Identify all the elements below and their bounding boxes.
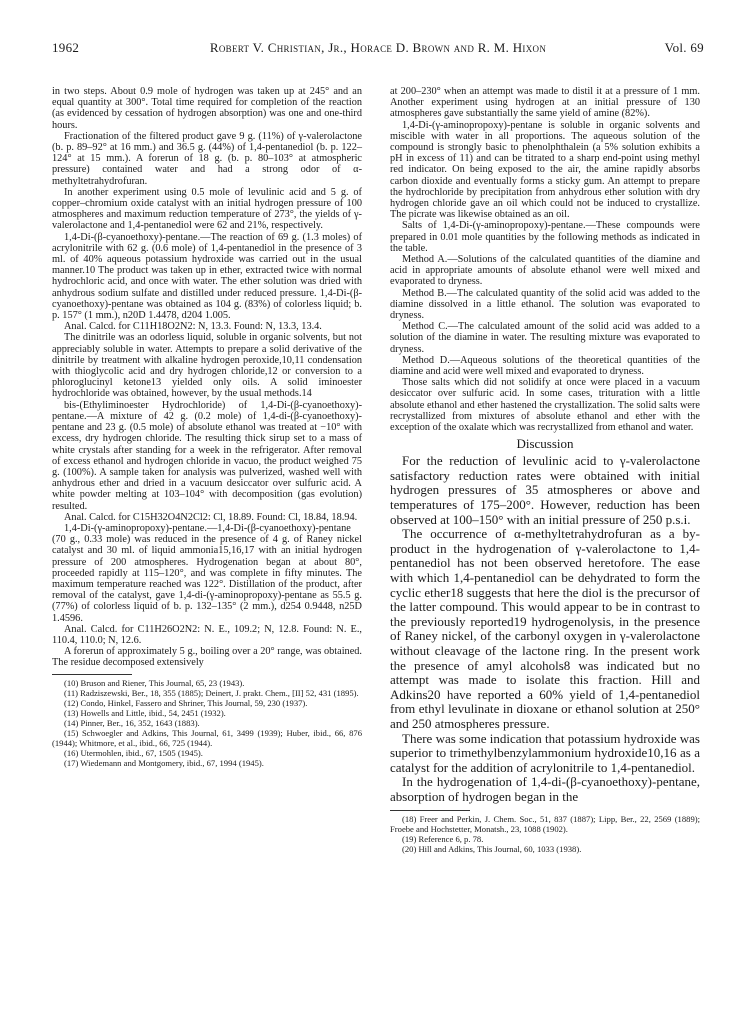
footnote: (15) Schwoegler and Adkins, This Journal, 61, 3499 (1939); Huber, ibid., 66, 876 (1944); Whitmore, et al., ibid., 66, 725 (1944).	[52, 727, 362, 748]
discussion-paragraph: For the reduction of levulinic acid to γ-valerolactone satisfactory reduction rates were obtained with initial hydrogen pressures of 35 atmospheres or above and temperatures of 175–200°. However, reduction has been observed at 100–150° with an initial pressure of 250 p.s.i.	[390, 453, 700, 527]
paragraph: The dinitrile was an odorless liquid, soluble in organic solvents, but not appreciably soluble in water. Attempts to prepare a solid derivative of the dinitrile by treatment with alkaline hydrogen peroxide,10,11 condensation with thioglycolic acid and dry hydrogen chloride,12 or conversion to a phloroglucinyl ketone13 yielded only oils. A solid iminoester hydrochloride was obtained, however, by the usual methods.14	[52, 332, 362, 400]
paragraph: Anal. Calcd. for C15H32O4N2Cl2: Cl, 18.89. Found: Cl, 18.84, 18.94.	[64, 511, 358, 523]
paragraph: 1,4-Di-(γ-aminopropoxy)-pentane is soluble in organic solvents and miscible with water in all proportions. The aqueous solution of the compound is strongly basic to phenolphthalein (a 5% solution exhibits a pH in excess of 11) and can be titrated to a sharp end-point using methyl red indicator. On being exposed to the air, the amine rapidly absorbs carbon dioxide and eventually forms a sticky gum. An attempt to prepare the hydrochloride by precipitation from anhydrous ether solution with dry hydrogen chloride gave an oil which could not be induced to crystallize. The picrate was likewise obtained as an oil.	[390, 119, 700, 221]
footnote: (17) Wiedemann and Montgomery, ibid., 67, 1994 (1945).	[64, 757, 264, 768]
section-heading: Discussion	[516, 436, 574, 452]
paragraph: Salts of 1,4-Di-(γ-aminopropoxy)-pentane.—These compounds were prepared in 0.01 mole quantities by the following methods as indicated in the table.	[390, 220, 700, 254]
paragraph: bis-(Ethyliminoester Hydrochloride) of 1,4-Di-(β-cyanoethoxy)-pentane.—A mixture of 42 g. (0.2 mole) of 1,4-di-(β-cyanoethoxy)-pentane and 23 g. (0.5 mole) of absolute ethanol was treated at −10° with excess, dry hydrogen chloride. The resulting thick sirup set to a mass of white crystals after standing for a week in the refrigerator. After removal of excess ethanol and hydrogen chloride in vacuo, the product weighed 75 g. (100%). A sample taken for analysis was pulverized, washed well with anhydrous ether and dried in a vacuum desiccator over sulfuric acid. A white powder melting at 103–104° with decomposition (gas evolution) resulted.	[52, 399, 362, 512]
paragraph: 1,4-Di-(β-cyanoethoxy)-pentane.—The reaction of 69 g. (1.3 moles) of acrylonitrile with 62 g. (0.6 mole) of 1,4-pentanediol in the presence of 3 ml. of 40% aqueous potassium hydroxide was carried out in the usual manner.10 The product was taken up in ether, extracted twice with normal hydrochloric acid, and once with water. The ether solution was dried with anhydrous sodium sulfate and distilled under reduced pressure. 1,4-Di-(β-cyanoethoxy)-pentane was obtained as 104 g. (83%) of colorless liquid; b. p. 157° (1 mm.), n20D 1.4478, d204 1.005.	[52, 231, 362, 322]
footnote-divider	[390, 810, 470, 811]
discussion-paragraph: There was some indication that potassium hydroxide was superior to trimethylbenzylammonium hydroxide10,16 as a catalyst for the addition of acrylonitrile to 1,4-pentanediol.	[390, 730, 700, 775]
page-header	[52, 40, 704, 60]
paragraph: Anal. Calcd. for C11H26O2N2: N. E., 109.2; N, 12.8. Found: N. E., 110.4, 110.0; N, 12.6.	[52, 623, 362, 646]
discussion-paragraph: In the hydrogenation of 1,4-di-(β-cyanoethoxy)-pentane, absorption of hydrogen began in the	[390, 774, 700, 804]
volume-label: Vol. 69	[664, 40, 704, 55]
paragraph: at 200–230° when an attempt was made to distil it at a pressure of 1 mm. Another experiment using hydrogen at an initial pressure of 130 atmospheres gave substantially the same yield of amine (82%).	[390, 86, 700, 120]
paragraph: Fractionation of the filtered product gave 9 g. (11%) of γ-valerolactone (b. p. 89–92° at 16 mm.) and 36.5 g. (44%) of 1,4-pentanediol (b. p. 122–124° at 15 mm.). A forerun of 18 g. (b. p. 80–103° at atmospheric pressure) contained water and had a strong odor of α-methyltetrahydrofuran.	[52, 130, 362, 187]
paragraph: Anal. Calcd. for C11H18O2N2: N, 13.3. Found: N, 13.3, 13.4.	[64, 321, 322, 333]
paragraph: A forerun of approximately 5 g., boiling over a 20° range, was obtained. The residue decomposed extensively	[52, 646, 362, 669]
footnote: (16) Utermohlen, ibid., 67, 1505 (1945).	[64, 747, 203, 758]
footnote: (18) Freer and Perkin, J. Chem. Soc., 51, 837 (1887); Lipp, Ber., 22, 2569 (1889); Froebe and Hochstetter, Monatsh., 23, 1088 (1902).	[390, 813, 700, 834]
right-column	[390, 86, 700, 854]
paragraph: Those salts which did not solidify at once were placed in a vacuum desiccator over sulfuric acid. In some cases, trituration with a little absolute ethanol and ether hastened the crystallization. The solid salts were recrystallized from mixtures of absolute ethanol and ether with the exception of the oxalate which was recrystallized from ethanol and water.	[390, 377, 700, 434]
left-column	[52, 86, 362, 768]
footnote-divider	[52, 674, 132, 675]
paragraph: Method D.—Aqueous solutions of the theoretical quantities of the diamine and acid were well mixed and evaporated to dryness.	[390, 354, 700, 378]
footnote: (13) Howells and Little, ibid., 54, 2451 (1932).	[64, 707, 226, 718]
footnote: (20) Hill and Adkins, This Journal, 60, 1033 (1938).	[402, 843, 582, 854]
paragraph: In another experiment using 0.5 mole of levulinic acid and 5 g. of copper–chromium oxide catalyst with an initial hydrogen pressure of 100 atmospheres and maximum reduction temperature of 273°, the yields of γ-valerolactone and 1,4-pentanediol were 62 and 21%, respectively.	[52, 186, 362, 232]
discussion-paragraph: The occurrence of α-methyltetrahydrofuran as a by-product in the hydrogenation of γ-valerolactone to 1,4-pentanediol has not been observed heretofore. The ease with which 1,4-pentanediol can be dehydrated to form the cyclic ether18 suggests that here the diol is the precursor of the latter compound. This would appear to be in contrast to the previously reported19 hydrogenolysis, in the presence of Raney nickel, of the carbonyl oxygen in γ-valerolactone without cleavage of the lactone ring. In the present work the presence of amyl alcohols8 was indicated but no attempt was made to isolate this fraction. Hill and Adkins20 have reported a 60% yield of 1,4-pentanediol from ethyl levulinate in dioxane or ethanol solution at 250° and 250 atmospheres pressure.	[390, 526, 700, 731]
footnote: (14) Pinner, Ber., 16, 352, 1643 (1883).	[64, 717, 200, 728]
paragraph: Method A.—Solutions of the calculated quantities of the diamine and acid in appropriate amounts of absolute ethanol were well mixed and evaporated to dryness.	[390, 254, 700, 288]
paragraph: 1,4-Di-(γ-aminopropoxy)-pentane.—1,4-Di-(β-cyanoethoxy)-pentane (70 g., 0.33 mole) was reduced in the presence of 4 g. of Raney nickel catalyst and 30 ml. of liquid ammonia15,16,17 with an initial hydrogen pressure of 200 atmospheres. Hydrogenation began at about 80°, proceeded rapidly at 115–120°, and was complete in fifty minutes. The maximum temperature reached was 122°. Distillation of the product, after removal of the catalyst, gave 1,4-di-(γ-aminopropoxy)-pentane as 55.5 g. (77%) of colorless liquid of b. p. 132–135° (2 mm.), d254 0.9448, n25D 1.4596.	[52, 522, 362, 624]
footnote: (11) Radziszewski, Ber., 18, 355 (1885); Deinert, J. prakt. Chem., [II] 52, 431 (1895).	[64, 687, 359, 698]
footnote: (19) Reference 6, p. 78.	[402, 833, 484, 844]
page-number: 1962	[52, 40, 80, 55]
paragraph: Method B.—The calculated quantity of the solid acid was added to the diamine dissolved in a little ethanol. The solution was evaporated to dryness.	[390, 287, 700, 322]
footnote: (12) Condo, Hinkel, Fassero and Shriner, This Journal, 59, 230 (1937).	[64, 697, 308, 708]
footnote: (10) Bruson and Riener, This Journal, 65, 23 (1943).	[64, 677, 245, 688]
paragraph: in two steps. About 0.9 mole of hydrogen was taken up at 245° and an equal quantity at 300°. Total time required for completion of the reaction (as evidenced by cessation of hydrogen absorption) was one and one-third hours.	[52, 86, 362, 131]
paragraph: Method C.—The calculated amount of the solid acid was added to a solution of the diamine in water. The resulting mixture was evaporated to dryness.	[390, 321, 700, 355]
running-title: Robert V. Christian, Jr., Horace D. Brown and R. M. Hixon	[209, 40, 547, 55]
